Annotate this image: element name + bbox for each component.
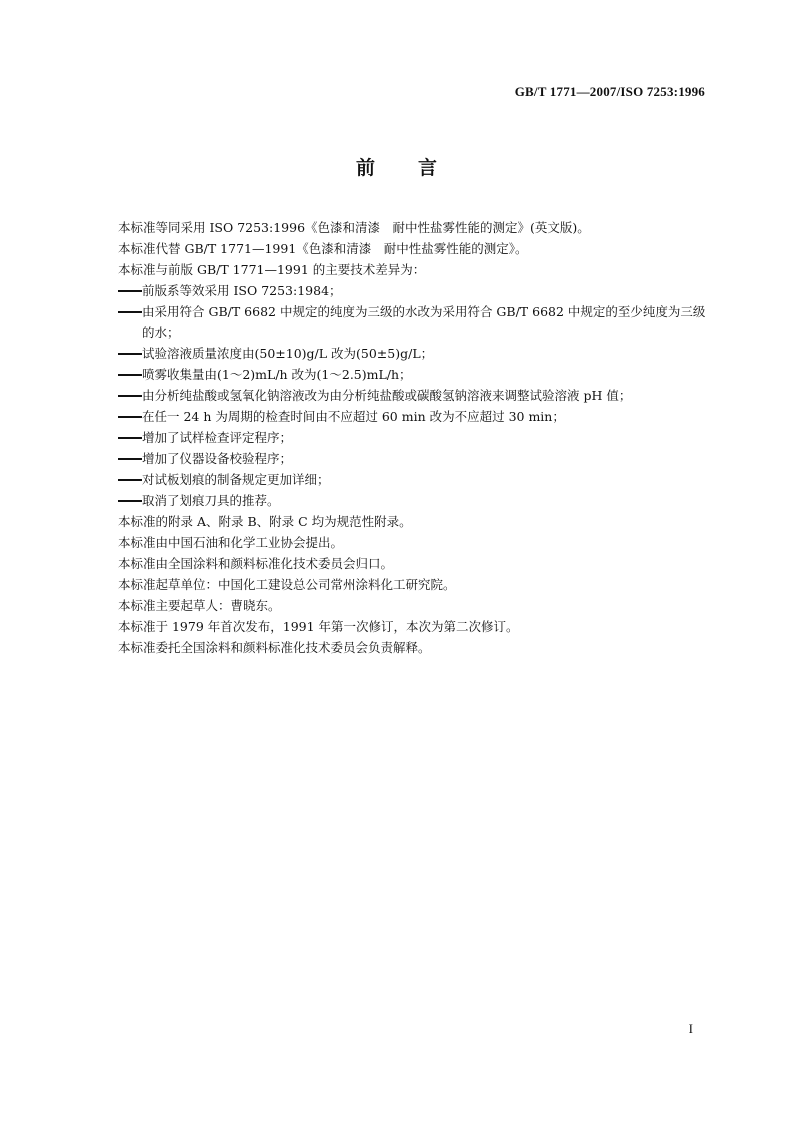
- title-part-2: 言: [418, 157, 439, 179]
- paragraph-annexes: 本标准的附录 A、附录 B、附录 C 均为规范性附录。: [118, 514, 412, 529]
- list-item: 前版系等效采用 ISO 7253:1984；: [118, 280, 710, 301]
- paragraph-adoption: 本标准等同采用 ISO 7253:1996《色漆和清漆 耐中性盐雾性能的测定》(英文版)。: [118, 220, 590, 235]
- list-item: 增加了试样检查评定程序；: [118, 427, 710, 448]
- list-item: 由分析纯盐酸或氢氧化钠溶液改为由分析纯盐酸或碳酸氢钠溶液来调整试验溶液 pH 值；: [118, 385, 710, 406]
- paragraph-drafters: 本标准主要起草人：曹晓东。: [118, 598, 281, 613]
- list-item: 对试板划痕的制备规定更加详细；: [118, 469, 710, 490]
- dash-bullet: [118, 479, 142, 481]
- dash-bullet: [118, 437, 142, 439]
- list-item: 在任一 24 h 为周期的检查时间由不应超过 60 min 改为不应超过 30 min；: [118, 406, 710, 427]
- standard-code: GB/T 1771—2007/ISO 7253:1996: [514, 84, 705, 99]
- paragraph-interpretation: 本标准委托全国涂料和颜料标准化技术委员会负责解释。: [118, 640, 431, 655]
- paragraph-proposed-by: 本标准由中国石油和化学工业协会提出。: [118, 535, 344, 550]
- dash-bullet: [118, 311, 142, 313]
- paragraph-replaces: 本标准代替 GB/T 1771—1991《色漆和清漆 耐中性盐雾性能的测定》。: [118, 241, 528, 256]
- title-part-1: 前: [355, 157, 376, 179]
- dash-bullet: [118, 290, 142, 292]
- foreword-body: [118, 217, 710, 658]
- list-item: 试验溶液质量浓度由(50±10)g/L 改为(50±5)g/L；: [118, 343, 710, 364]
- dash-bullet: [118, 458, 142, 460]
- list-item: 由采用符合 GB/T 6682 中规定的纯度为三级的水改为采用符合 GB/T 6682 中规定的至少纯度为三级的水；: [118, 301, 710, 343]
- paragraph-drafting-unit: 本标准起草单位：中国化工建设总公司常州涂料化工研究院。: [118, 577, 456, 592]
- dash-bullet: [118, 500, 142, 502]
- dash-bullet: [118, 416, 142, 418]
- dash-bullet: [118, 374, 142, 376]
- differences-list: [118, 280, 710, 511]
- dash-bullet: [118, 395, 142, 397]
- page-number: I: [688, 1021, 693, 1036]
- page-title: [0, 153, 794, 180]
- list-item: 增加了仪器设备校验程序；: [118, 448, 710, 469]
- paragraph-differences-intro: 本标准与前版 GB/T 1771—1991 的主要技术差异为：: [118, 262, 426, 277]
- paragraph-history: 本标准于 1979 年首次发布，1991 年第一次修订，本次为第二次修订。: [118, 619, 519, 634]
- dash-bullet: [118, 353, 142, 355]
- list-item: 喷雾收集量由(1～2)mL/h 改为(1～2.5)mL/h；: [118, 364, 710, 385]
- paragraph-under-jurisdiction: 本标准由全国涂料和颜料标准化技术委员会归口。: [118, 556, 394, 571]
- list-item: 取消了划痕刀具的推荐。: [118, 490, 710, 511]
